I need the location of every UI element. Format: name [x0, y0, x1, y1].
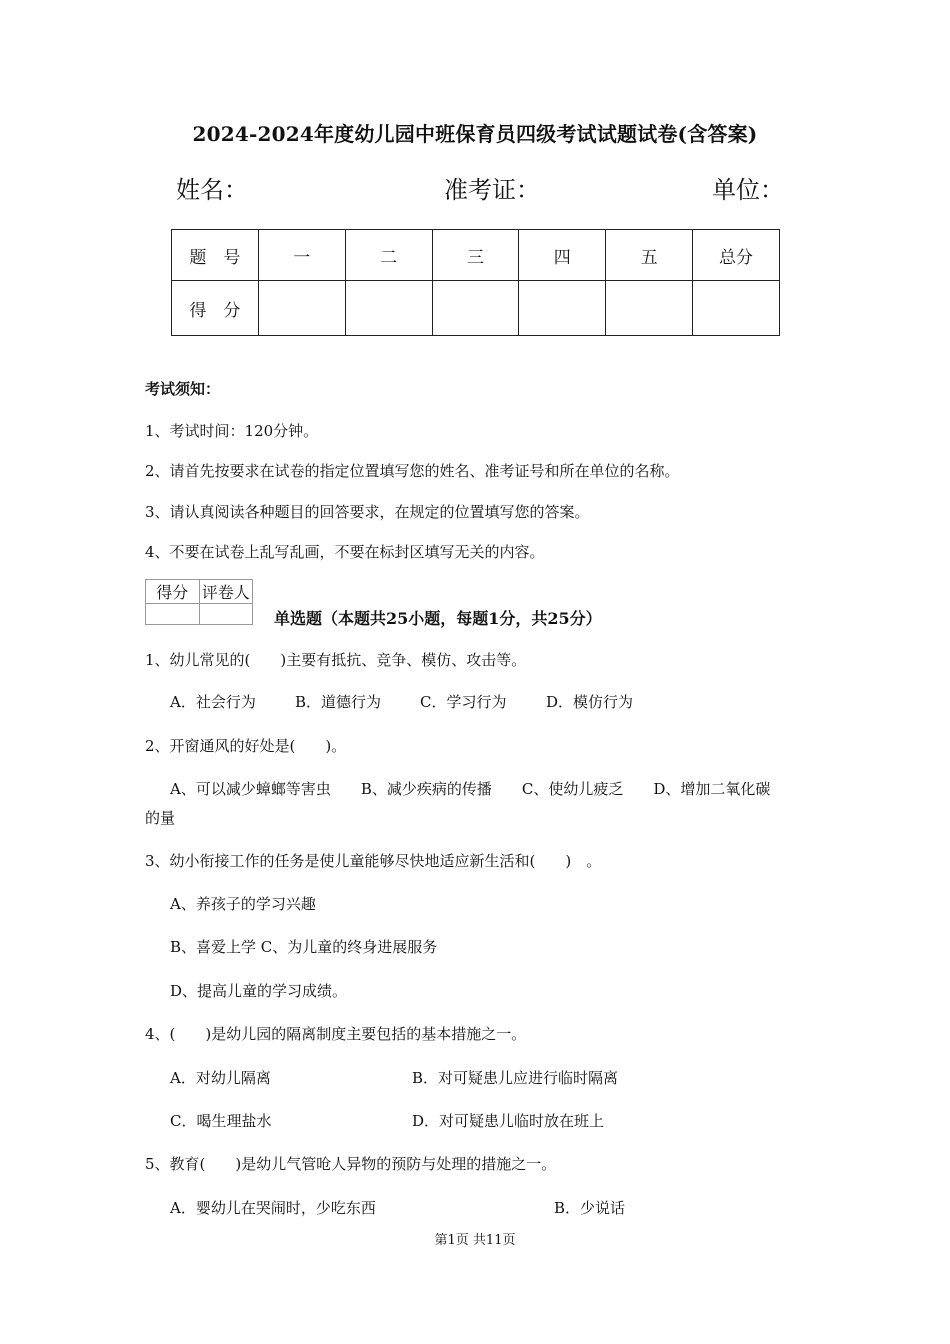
score-cell-5[interactable]	[606, 281, 693, 336]
q2-stem: 2、开窗通风的好处是( )。	[145, 737, 347, 755]
q4-option-b[interactable]: B．对可疑患儿应进行临时隔离	[412, 1069, 619, 1087]
q3-stem: 3、幼小衔接工作的任务是使儿童能够尽快地适应新生活和( ) 。	[145, 852, 602, 870]
q2-options-wrap: 的量	[145, 809, 176, 827]
q4-stem: 4、( )是幼儿园的隔离制度主要包括的基本措施之一。	[145, 1025, 527, 1043]
score-header-label: 题 号	[172, 230, 259, 281]
q4-option-d[interactable]: D．对可疑患儿临时放在班上	[412, 1112, 605, 1130]
score-table	[171, 229, 780, 336]
grader-name-label: 评卷人	[199, 580, 253, 604]
score-header-2: 二	[345, 230, 432, 281]
exam-id-label: 准考证：	[444, 176, 540, 204]
notice-title: 考试须知：	[145, 380, 221, 398]
q3-option-a[interactable]: A、养孩子的学习兴趣	[170, 895, 316, 913]
score-header-5: 五	[606, 230, 693, 281]
q1-option-b[interactable]: B．道德行为	[295, 693, 382, 711]
notice-item-1: 1、考试时间：120分钟。	[145, 422, 319, 440]
notice-item-4: 4、不要在试卷上乱写乱画，不要在标封区填写无关的内容。	[145, 543, 545, 561]
name-label: 姓名：	[176, 176, 248, 204]
score-header-4: 四	[519, 230, 606, 281]
q1-stem: 1、幼儿常见的( )主要有抵抗、竞争、模仿、攻击等。	[145, 651, 527, 669]
q5-stem: 5、教育( )是幼儿气管呛人异物的预防与处理的措施之一。	[145, 1155, 557, 1173]
score-cell-1[interactable]	[258, 281, 345, 336]
section-heading: 单选题（本题共25小题，每题1分，共25分）	[274, 609, 602, 628]
score-cell-4[interactable]	[519, 281, 606, 336]
q4-option-a[interactable]: A．对幼儿隔离	[170, 1069, 271, 1087]
grader-score-label: 得分	[146, 580, 200, 604]
score-cell-2[interactable]	[345, 281, 432, 336]
q3-option-d[interactable]: D、提高儿童的学习成绩。	[170, 982, 348, 1000]
q4-option-c[interactable]: C．喝生理盐水	[170, 1112, 272, 1130]
grader-name-cell[interactable]	[199, 604, 253, 625]
grader-score-cell[interactable]	[146, 604, 200, 625]
score-header-total: 总分	[693, 230, 780, 281]
exam-title: 2024-2024年度幼儿园中班保育员四级考试试题试卷(含答案)	[192, 122, 758, 146]
score-row-label: 得 分	[172, 281, 259, 336]
score-table-score-row	[172, 281, 780, 336]
score-header-1: 一	[258, 230, 345, 281]
q2-options[interactable]: A、可以减少蟑螂等害虫 B、减少疾病的传播 C、使幼儿疲乏 D、增加二氧化碳	[170, 780, 771, 798]
score-cell-total[interactable]	[693, 281, 780, 336]
grader-box	[145, 579, 253, 625]
q3-option-bc[interactable]: B、喜爱上学 C、为儿童的终身进展服务	[170, 938, 438, 956]
q1-option-a[interactable]: A．社会行为	[170, 693, 256, 711]
unit-label: 单位：	[712, 176, 784, 204]
score-table-header-row	[172, 230, 780, 281]
q5-option-b[interactable]: B．少说话	[554, 1199, 626, 1217]
page-footer: 第1页 共11页	[434, 1233, 516, 1248]
q1-option-d[interactable]: D．模仿行为	[546, 693, 634, 711]
score-header-3: 三	[432, 230, 519, 281]
notice-item-2: 2、请首先按要求在试卷的指定位置填写您的姓名、准考证号和所在单位的名称。	[145, 462, 680, 480]
score-cell-3[interactable]	[432, 281, 519, 336]
q1-option-c[interactable]: C．学习行为	[420, 693, 507, 711]
notice-item-3: 3、请认真阅读各种题目的回答要求，在规定的位置填写您的答案。	[145, 503, 590, 521]
q5-option-a[interactable]: A．婴幼儿在哭闹时，少吃东西	[170, 1199, 376, 1217]
